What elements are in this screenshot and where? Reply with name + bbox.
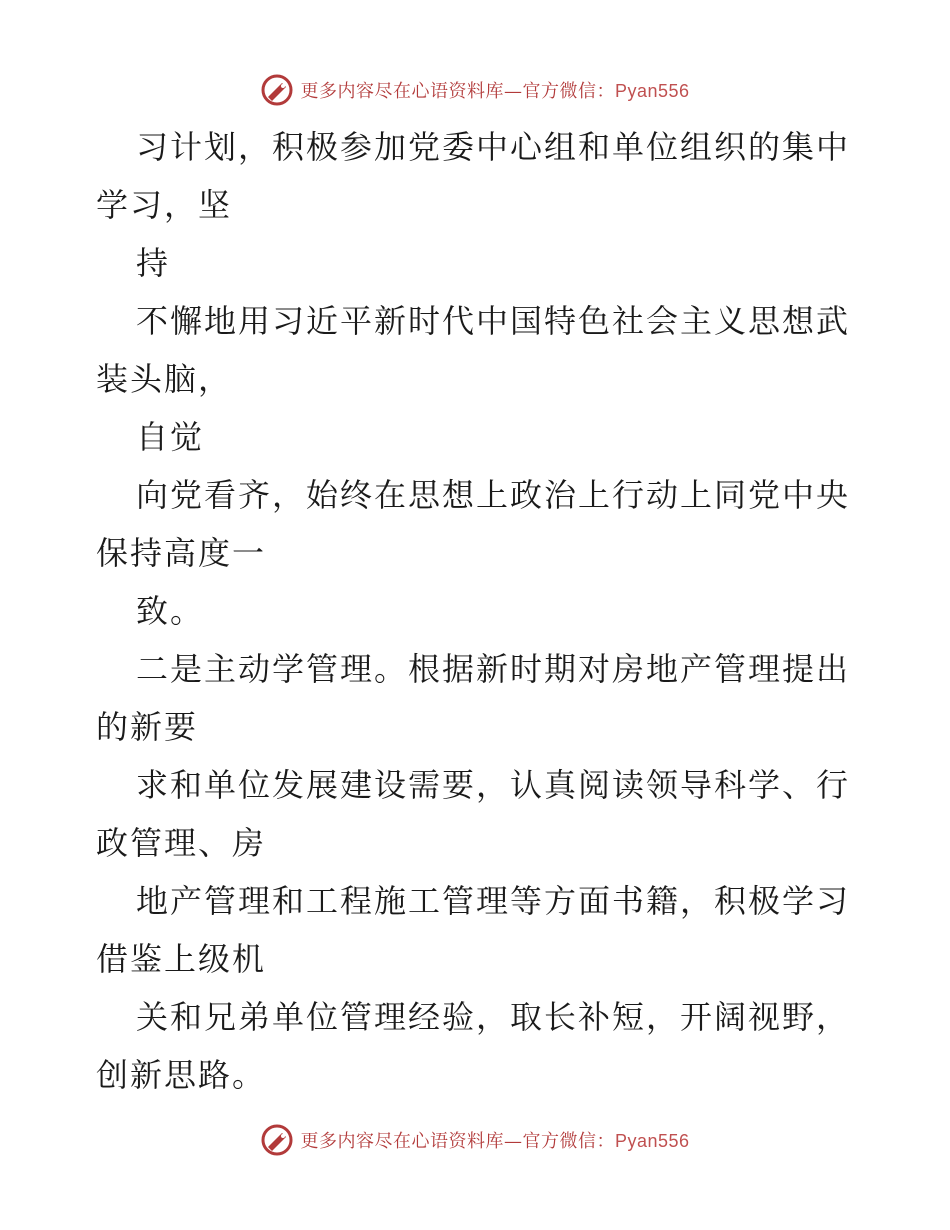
body-line: 致。 xyxy=(136,592,205,630)
pen-nib-logo-icon xyxy=(260,73,294,107)
footer-banner-text xyxy=(300,1127,689,1153)
body-line: 习计划，积极参加党委中心组和单位组织的集中 xyxy=(136,128,851,166)
footer-banner-contact: Pyan556 xyxy=(614,1131,690,1151)
body-line: 装头脑， xyxy=(96,360,233,398)
header-banner-contact: Pyan556 xyxy=(614,81,690,101)
header-banner-text xyxy=(300,77,689,103)
body-line: 的新要 xyxy=(96,708,199,746)
document-body xyxy=(96,118,856,1104)
pen-nib-logo-icon xyxy=(260,1123,294,1157)
header-banner xyxy=(0,70,950,110)
body-line: 创新思路。 xyxy=(96,1056,267,1094)
footer-banner xyxy=(0,1120,950,1160)
body-line: 自觉 xyxy=(136,418,205,456)
body-line: 求和单位发展建设需要，认真阅读领导科学、行 xyxy=(136,766,851,804)
body-line: 二是主动学管理。根据新时期对房地产管理提出 xyxy=(136,650,851,688)
body-line: 地产管理和工程施工管理等方面书籍，积极学习 xyxy=(136,882,851,920)
body-line: 向党看齐，始终在思想上政治上行动上同党中央 xyxy=(136,476,851,514)
body-line: 政管理、房 xyxy=(96,824,267,862)
body-line: 借鉴上级机 xyxy=(96,940,267,978)
body-line: 学习，坚 xyxy=(96,186,233,224)
body-line: 保持高度一 xyxy=(96,534,267,572)
footer-banner-label: 更多内容尽在心语资料库—官方微信： xyxy=(300,1131,615,1152)
body-line: 持 xyxy=(136,244,171,282)
body-line: 关和兄弟单位管理经验，取长补短，开阔视野， xyxy=(136,998,851,1036)
header-banner-label: 更多内容尽在心语资料库—官方微信： xyxy=(300,81,615,102)
body-line: 不懈地用习近平新时代中国特色社会主义思想武 xyxy=(136,302,851,340)
